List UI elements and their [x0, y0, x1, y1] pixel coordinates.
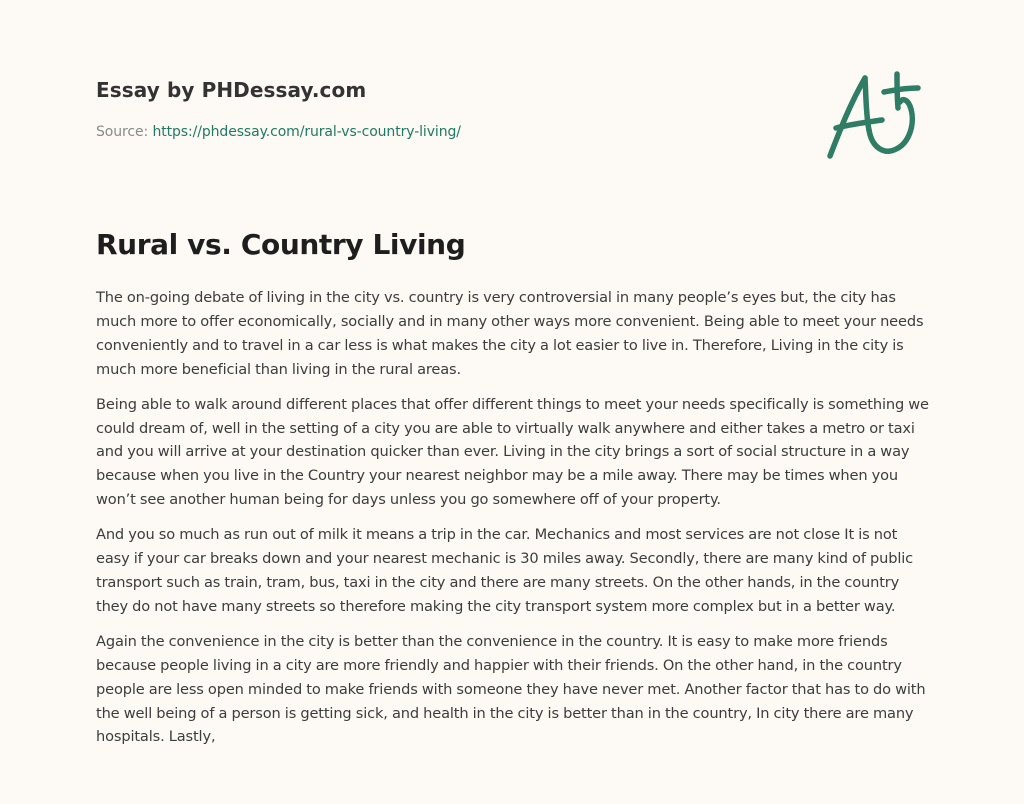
- essay-paragraph: The on-going debate of living in the city vs. country is very controversial in many people’s eyes but, the city has much more to offer economically, socially and in many other ways more convenient. Being able to meet your needs conveniently and to travel in a car less is what makes the city a lot easier to live in. Therefore, Living in the city is much more beneficial than living in the rural areas.: [96, 289, 924, 378]
- essay-paragraph: Again the convenience in the city is better than the convenience in the country. It is easy to make more friends because people living in a city are more friendly and happier with their friends. On the other hand, in the country people are less open minded to make friends with someone they have never met. Another factor that has to do with the well being of a person is getting sick, and health in the city is better than in the country, In city there are many hospitals. Lastly,: [96, 632, 926, 746]
- document-header: [96, 76, 796, 142]
- source-link[interactable]: https://phdessay.com/rural-vs-country-living/: [152, 124, 461, 140]
- brand-title: Essay by PHDessay.com: [96, 78, 367, 102]
- essay-paragraph: Being able to walk around different places that offer different things to meet your needs specifically is something we could dream of, well in the setting of a city you are able to virtually walk anywhere and either takes a metro or taxi and you will arrive at your destination quicker than ever. Living in the city brings a sort of social structure in a way because when you live in the Country your nearest neighbor may be a mile away. There may be times when you won’t see another human being for days unless you go somewhere off of your property.: [96, 395, 929, 509]
- essay-title: Rural vs. Country Living: [96, 228, 466, 261]
- essay-paragraph: And you so much as run out of milk it means a trip in the car. Mechanics and most services are not close It is not easy if your car breaks down and your nearest mechanic is 30 miles away. Secondly, there are many kind of public transport such as train, tram, bus, taxi in the city and there are many streets. On the other hands, in the country they do not have many streets so therefore making the city transport system more complex but in a better way.: [96, 526, 914, 615]
- source-line: [96, 122, 796, 142]
- essay-body: [96, 286, 932, 760]
- a-plus-grade-icon: [822, 66, 932, 166]
- source-label: Source:: [96, 124, 149, 140]
